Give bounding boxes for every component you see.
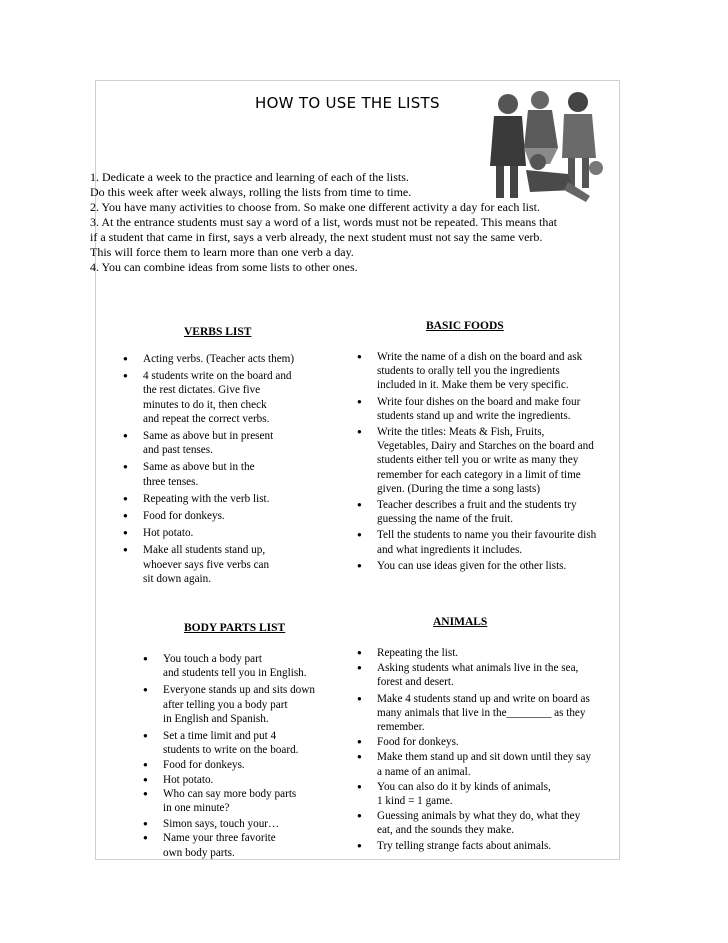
list-item: ● Name your three favorite own body parts. [143, 831, 343, 859]
list-item: ● Everyone stands up and sits down after telling you a body part in English and Spanish. [143, 683, 343, 726]
list-item: ● Same as above but in present and past tenses. [123, 429, 333, 457]
instructions-list [90, 170, 630, 275]
list-item: ● Make 4 students stand up and write on board as many animals that live in the________ as they remember. [357, 692, 619, 735]
list-item: ● Food for donkeys. [357, 735, 619, 749]
list-item: ● Try telling strange facts about animals. [357, 839, 619, 853]
list-item: ● Make them stand up and sit down until they say a name of an animal. [357, 750, 619, 778]
list-item: ● Teacher describes a fruit and the students try guessing the name of the fruit. [357, 498, 619, 526]
verbs-section [123, 352, 333, 589]
list-item: ● Simon says, touch your… [143, 817, 343, 831]
list-item: ● Same as above but in the three tenses. [123, 460, 333, 488]
body-parts-section [143, 652, 343, 861]
animals-heading: ANIMALS [433, 616, 488, 628]
rule-item: 3. At the entrance students must say a word of a list, words must not be repeated. This means that if a student that came in first, says a verb already, the next student must not say the same verb. This will force them to learn more than one verb a day. [90, 215, 558, 259]
list-item: ● You touch a body part and students tell you in English. [143, 652, 343, 680]
list-item: ● Write four dishes on the board and make four students stand up and write the ingredients. [357, 395, 619, 423]
list-item: ● Food for donkeys. [143, 758, 343, 772]
rule-item: 1. Dedicate a week to the practice and learning of each of the lists. Do this week after week always, rolling the lists from time to time. [90, 170, 412, 199]
list-item: ● Guessing animals by what they do, what they eat, and the sounds they make. [357, 809, 619, 837]
list-item: ● Write the titles: Meats & Fish, Fruits, Vegetables, Dairy and Starches on the board and students either tell you or write as many they remember for each category in a limit of time given. (During the time a song lasts) [357, 425, 619, 496]
list-item: ● Tell the students to name you their favourite dish and what ingredients it includes. [357, 528, 619, 556]
verbs-heading: VERBS LIST [184, 326, 252, 338]
list-item: ● Acting verbs. (Teacher acts them) [123, 352, 333, 366]
list-item: ● You can also do it by kinds of animals, 1 kind = 1 game. [357, 780, 619, 808]
list-item: ● You can use ideas given for the other lists. [357, 559, 619, 573]
rule-item: 2. You have many activities to choose from. So make one different activity a day for each list. [90, 200, 540, 214]
list-item: ● Set a time limit and put 4 students to write on the board. [143, 729, 343, 757]
list-item: ● Repeating the list. [357, 646, 619, 660]
list-item: ● Write the name of a dish on the board and ask students to orally tell you the ingredients included in it. Make them be very specific. [357, 350, 619, 393]
list-item: ● Hot potato. [143, 773, 343, 787]
foods-section [357, 350, 619, 575]
list-item: ● Hot potato. [123, 526, 333, 540]
foods-heading: BASIC FOODS [426, 320, 504, 332]
page-title: HOW TO USE THE LISTS [255, 94, 440, 112]
body-parts-heading: BODY PARTS LIST [184, 622, 286, 634]
rule-item: 4. You can combine ideas from some lists to other ones. [90, 260, 358, 274]
list-item: ● Asking students what animals live in the sea, forest and desert. [357, 661, 619, 689]
list-item: ● Who can say more body parts in one minute? [143, 787, 343, 815]
animals-section [357, 646, 619, 854]
list-item: ● 4 students write on the board and the rest dictates. Give five minutes to do it, then check and repeat the correct verbs. [123, 369, 333, 426]
list-item: ● Food for donkeys. [123, 509, 333, 523]
list-item: ● Make all students stand up, whoever says five verbs can sit down again. [123, 543, 333, 586]
list-item: ● Repeating with the verb list. [123, 492, 333, 506]
